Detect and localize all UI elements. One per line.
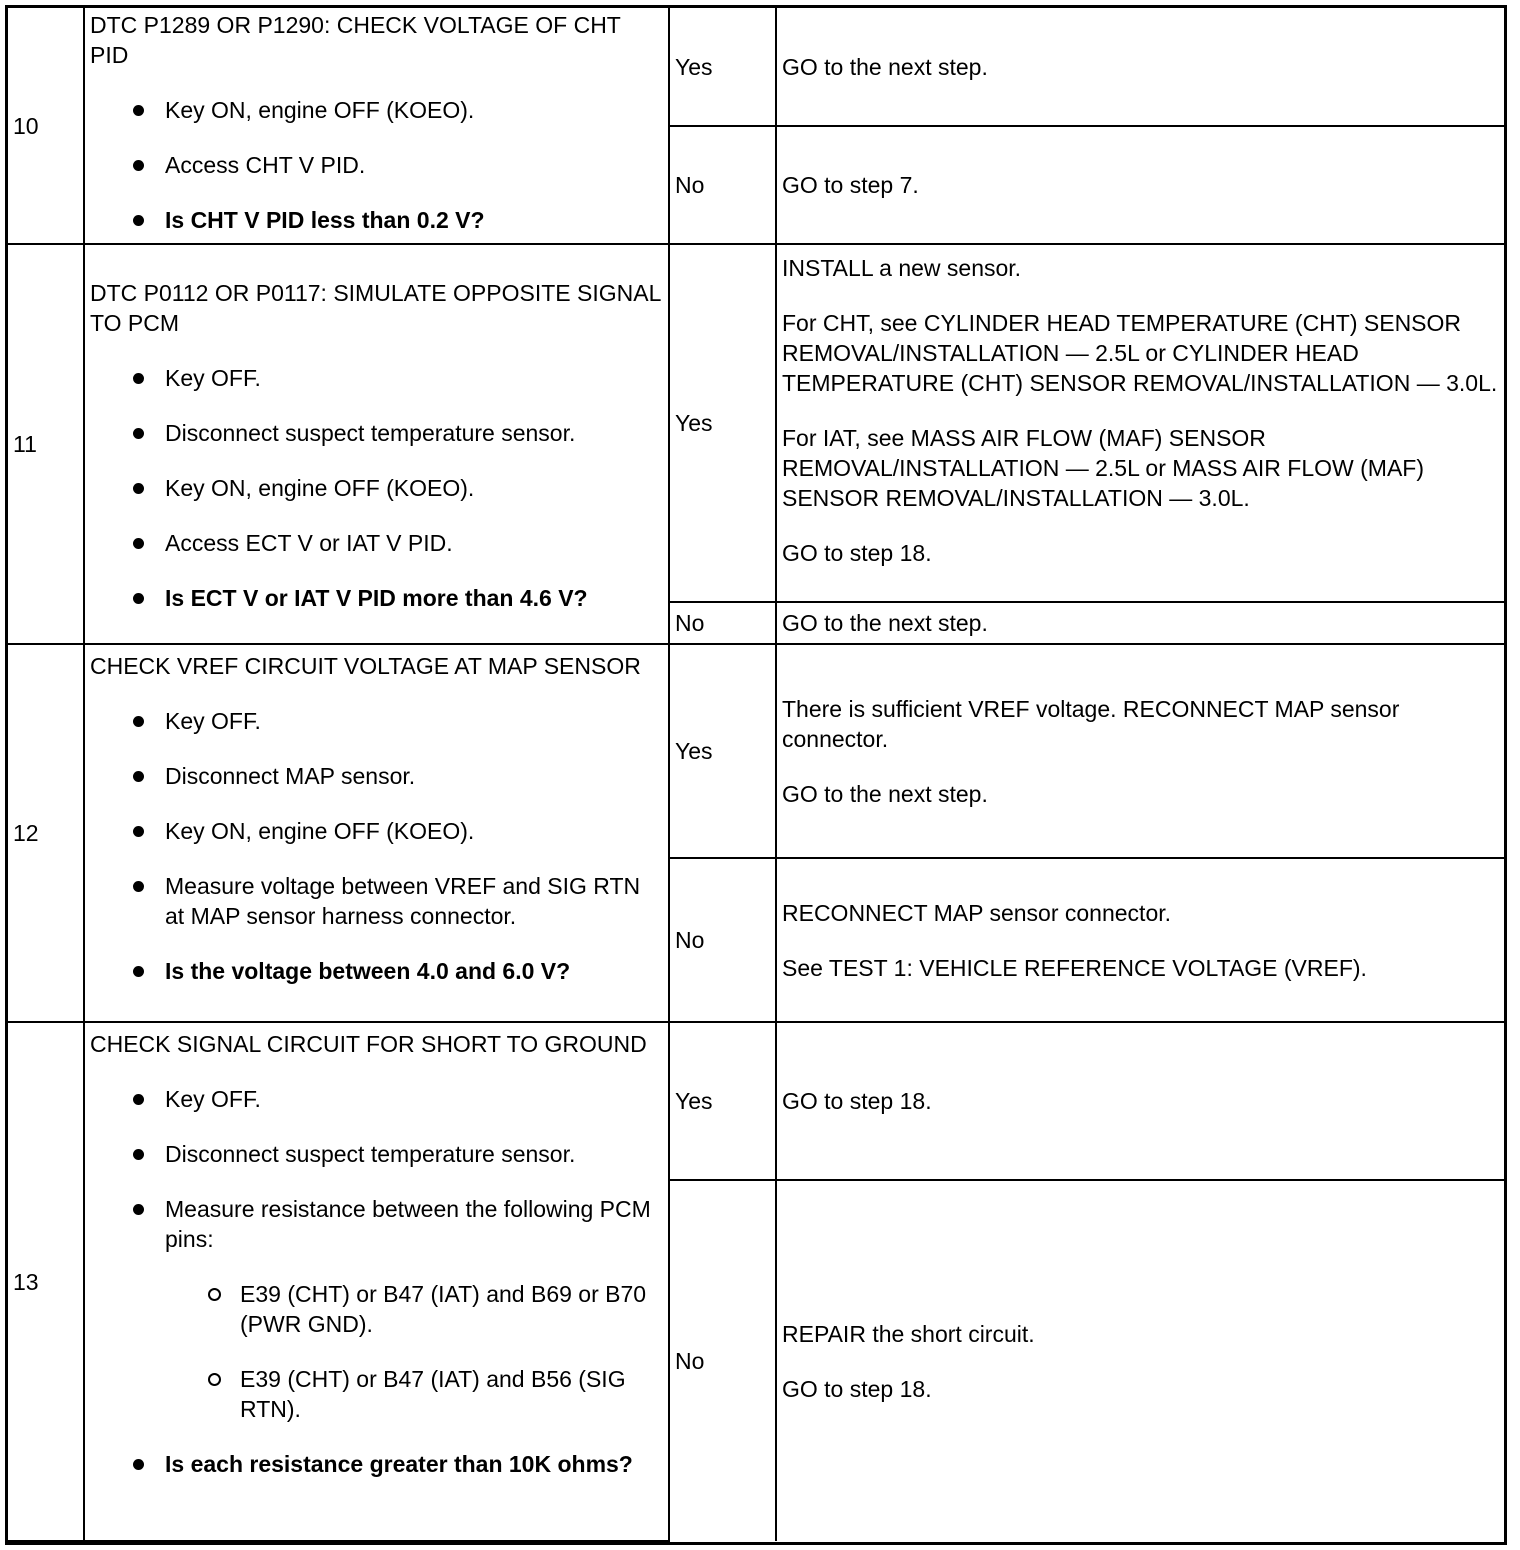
yes-result (776, 244, 1504, 602)
step-instructions (84, 644, 669, 1022)
action-item: Key OFF. (90, 706, 663, 736)
no-label: No (669, 602, 776, 644)
step-question: Is each resistance greater than 10K ohms? (90, 1449, 663, 1479)
table-row-step-11 (8, 244, 1504, 602)
yes-label: Yes (669, 8, 776, 126)
result-text: GO to the next step. (782, 610, 988, 636)
step-title: CHECK VREF CIRCUIT VOLTAGE AT MAP SENSOR (90, 653, 641, 679)
step-title: DTC P1289 OR P1290: CHECK VOLTAGE OF CHT PID (90, 12, 621, 68)
table-row-step-13 (8, 1022, 1504, 1180)
result-text: INSTALL a new sensor. (782, 255, 1022, 281)
step-question: Is CHT V PID less than 0.2 V? (90, 205, 663, 235)
table-row-step-10 (8, 8, 1504, 126)
result-text: GO to step 18. (782, 540, 932, 566)
action-item: Key ON, engine OFF (KOEO). (90, 95, 663, 125)
step-number: 12 (8, 644, 84, 1022)
step-question: Is ECT V or IAT V PID more than 4.6 V? (90, 583, 663, 613)
sub-action-item: E39 (CHT) or B47 (IAT) and B56 (SIG RTN). (90, 1364, 663, 1424)
action-item: Disconnect MAP sensor. (90, 761, 663, 791)
no-result (776, 126, 1504, 244)
yes-label: Yes (669, 244, 776, 602)
result-text: GO to the next step. (782, 780, 988, 807)
result-text: For IAT, see MASS AIR FLOW (MAF) SENSOR REMOVAL/INSTALLATION — 2.5L or MASS AIR FLOW (MAF) SENSOR REMOVAL/INSTALLATION — 3.0L. (782, 425, 1424, 511)
no-label: No (669, 1180, 776, 1541)
result-text: See TEST 1: VEHICLE REFERENCE VOLTAGE (VREF). (782, 954, 1367, 981)
yes-result (776, 1022, 1504, 1180)
result-text: There is sufficient VREF voltage. RECONNECT MAP sensor connector. (782, 695, 1400, 752)
action-item: Key OFF. (90, 1084, 663, 1114)
sub-action-item: E39 (CHT) or B47 (IAT) and B69 or B70 (PWR GND). (90, 1279, 663, 1339)
result-text: REPAIR the short circuit. (782, 1320, 1035, 1347)
step-number: 13 (8, 1022, 84, 1541)
action-item: Key OFF. (90, 363, 663, 393)
no-label: No (669, 126, 776, 244)
no-result (776, 1180, 1504, 1541)
step-question: Is the voltage between 4.0 and 6.0 V? (90, 956, 663, 986)
yes-label: Yes (669, 1022, 776, 1180)
action-item: Measure resistance between the following PCM pins: (90, 1194, 663, 1254)
result-text: For CHT, see CYLINDER HEAD TEMPERATURE (CHT) SENSOR REMOVAL/INSTALLATION — 2.5L or CYLINDER HEAD TEMPERATURE (CHT) SENSOR REMOVAL/INSTALLATION — 3.0L. (782, 310, 1498, 396)
action-item: Disconnect suspect temperature sensor. (90, 418, 663, 448)
step-instructions (84, 1022, 669, 1541)
table-row-step-12 (8, 644, 1504, 858)
no-result (776, 858, 1504, 1022)
result-text: RECONNECT MAP sensor connector. (782, 899, 1172, 926)
action-item: Key ON, engine OFF (KOEO). (90, 816, 663, 846)
yes-result (776, 8, 1504, 126)
step-title: CHECK SIGNAL CIRCUIT FOR SHORT TO GROUND (90, 1031, 647, 1057)
action-item: Access ECT V or IAT V PID. (90, 528, 663, 558)
action-item: Measure voltage between VREF and SIG RTN at MAP sensor harness connector. (90, 871, 663, 931)
yes-label: Yes (669, 644, 776, 858)
step-instructions (84, 8, 669, 244)
no-label: No (669, 858, 776, 1022)
result-text: GO to step 7. (782, 172, 919, 198)
action-item: Access CHT V PID. (90, 150, 663, 180)
step-instructions (84, 244, 669, 644)
step-number: 11 (8, 244, 84, 644)
action-item: Key ON, engine OFF (KOEO). (90, 473, 663, 503)
yes-result (776, 644, 1504, 858)
diagnostic-table (5, 5, 1507, 1545)
action-item: Disconnect suspect temperature sensor. (90, 1139, 663, 1169)
result-text: GO to step 18. (782, 1375, 932, 1402)
step-title: DTC P0112 OR P0117: SIMULATE OPPOSITE SIGNAL TO PCM (90, 279, 661, 336)
result-text: GO to the next step. (782, 53, 988, 80)
step-number: 10 (8, 8, 84, 244)
result-text: GO to step 18. (782, 1088, 932, 1114)
no-result (776, 602, 1504, 644)
